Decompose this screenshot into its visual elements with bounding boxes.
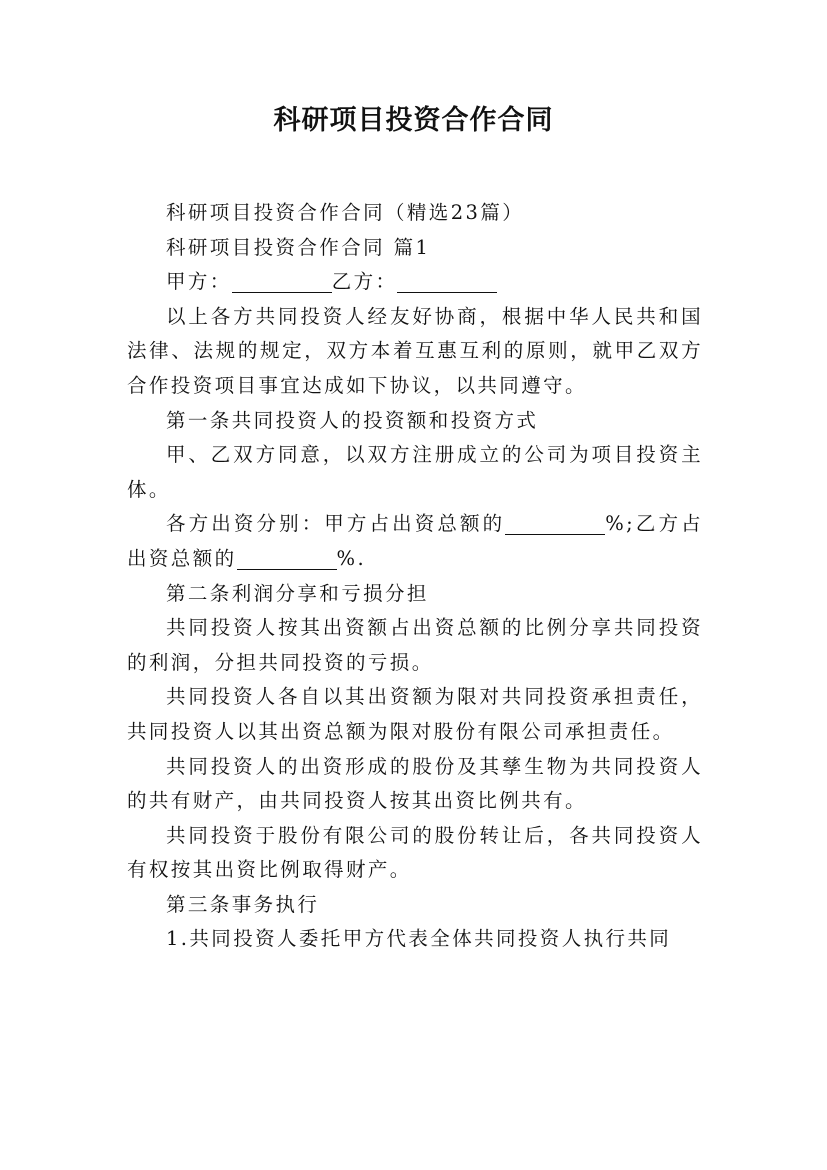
article-heading: 第一条共同投资人的投资额和投资方式 xyxy=(166,408,539,432)
paragraph: 共同投资人按其出资额占出资总额的比例分享共同投资的利润，分担共同投资的亏损。 xyxy=(127,616,703,674)
paragraph: 共同投资人的出资形成的股份及其孳生物为共同投资人的共有财产，由共同投资人按其出资比例共有。 xyxy=(127,754,703,813)
contribution-text-1: 各方出资分别：甲方占出资总额的 xyxy=(166,512,506,536)
paragraph: 以上各方共同投资人经友好协商，根据中华人民共和国法律、法规的规定，双方本着互惠互利的原则，就甲乙双方合作投资项目事宜达成如下协议，以共同遵守。 xyxy=(127,304,703,397)
parties-line xyxy=(127,265,703,300)
article-heading: 第二条利润分享和亏损分担 xyxy=(166,581,429,605)
paragraph: 共同投资于股份有限公司的股份转让后，各共同投资人有权按其出资比例取得财产。 xyxy=(127,823,703,882)
section-heading: 科研项目投资合作合同 篇1 xyxy=(166,235,431,259)
party-b-blank xyxy=(397,270,497,293)
party-a-blank xyxy=(232,270,332,293)
document-title: 科研项目投资合作合同 xyxy=(273,105,554,136)
contribution-paragraph xyxy=(127,507,703,576)
subtitle-line: 科研项目投资合作合同（精选23篇） xyxy=(166,201,525,224)
contribution-text-3: %. xyxy=(336,546,367,570)
party-b-share-blank xyxy=(237,547,337,570)
paragraph: 1.共同投资人委托甲方代表全体共同投资人执行共同 xyxy=(166,927,672,951)
paragraph: 共同投资人各自以其出资额为限对共同投资承担责任，共同投资人以其出资总额为限对股份有限公司承担责任。 xyxy=(127,685,703,743)
document-body xyxy=(127,196,703,957)
article-heading: 第三条事务执行 xyxy=(166,892,320,916)
party-a-share-blank xyxy=(505,512,605,535)
contribution-text-2: %;乙方占出资总额的 xyxy=(127,512,703,570)
party-b-label: 乙方： xyxy=(331,270,398,294)
paragraph: 甲、乙双方同意，以双方注册成立的公司为项目投资主体。 xyxy=(127,443,703,501)
party-a-label: 甲方： xyxy=(166,270,232,294)
